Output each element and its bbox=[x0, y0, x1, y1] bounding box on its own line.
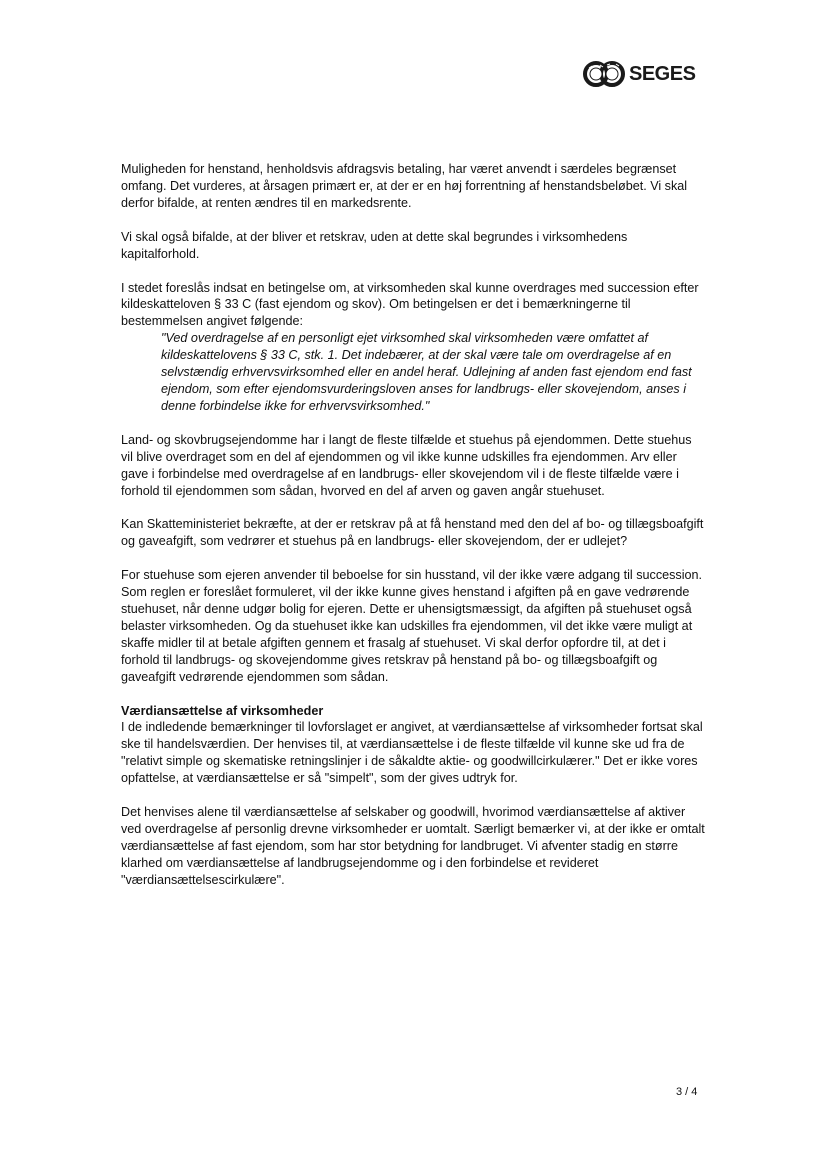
quote: "Ved overdragelse af en personligt ejet virksomhed skal virksomheden være omfattet af kildeskattelovens § 33 C, stk. 1. Det indebærer, at der skal være tale om overdragelse af en selvstændig erhvervsvirksomhed eller en andel heraf. Udlejning af anden fast ejendom end fast ejendom, som efter ejendomsvurderingsloven anses for landbrugs- eller skovejendom, anses i denne forbindelse ikke for erhvervsvirksomhed." bbox=[161, 331, 692, 413]
paragraph: Land- og skovbrugsejendomme har i langt de fleste tilfælde et stuehus på ejendommen. Dette stuehus vil blive overdraget som en del af ejendommen og vil ikke kunne udskilles fra ejendommen. Arv eller gave i forbindelse med overdragelse af en landbrugs- eller skovejendom vil i de fleste tilfælde være i forhold til ejendommen som sådan, hvorved en del af arven og gaven angår stuehuset. bbox=[121, 432, 692, 498]
paragraph: For stuehuse som ejeren anvender til beboelse for sin husstand, vil der ikke være adgang til succession. Som reglen er foreslået formuleret, vil der ikke kunne gives henstand i afgiften på en gave vedrørende stuehuset, når denne udgør bolig for ejeren. Dette er uhensigtsmæssigt, da afgiften på stuehuset også belaster virksomheden. Og da stuehuset ikke kan udskilles fra ejendommen, vil det ikke være muligt at skaffe midler til at betale afgiften gennem et frasalg af stuehuset. Vi skal derfor opfordre til, at det i forhold til landbrugs- og skovejendomme gives retskrav på henstand på bo- og tillægsboafgift og gaveafgift vedrørende ejendommen som sådan. bbox=[121, 568, 703, 684]
paragraph: Muligheden for henstand, henholdsvis afdragsvis betaling, har været anvendt i særdeles begrænset omfang. Det vurderes, at årsagen primært er, at der er en høj forrentning af henstandsbeløbet. Vi skal derfor bifalde, at renten ændres til en markedsrente. bbox=[121, 162, 688, 210]
logo-text: SEGES bbox=[629, 62, 696, 85]
seges-logo bbox=[583, 60, 695, 88]
paragraph: I de indledende bemærkninger til lovforslaget er angivet, at værdiansættelse af virksomheder fortsat skal ske til handelsværdien. Der henvises til, at værdiansættelse i de fleste tilfælde vil kunne ske ud fra de "relativt simple og skematiske retningslinjer i de såkaldte aktie- og goodwillcirkulærer." Det er ikke vores opfattelse, at værdiansættelse er så "simpelt", som der gives udtryk for. bbox=[121, 720, 703, 786]
section-heading: Værdiansættelse af virksomheder bbox=[121, 703, 324, 718]
page-number: 3 / 4 bbox=[676, 1086, 698, 1098]
seges-logo-icon bbox=[583, 60, 627, 88]
document-body bbox=[121, 161, 705, 906]
paragraph: Kan Skatteministeriet bekræfte, at der er retskrav på at få henstand med den del af bo- og tillægsboafgift og gaveafgift, som vedrører et stuehus på en landbrugs- eller skovejendom, der er udlejet? bbox=[121, 517, 704, 549]
paragraph: Vi skal også bifalde, at der bliver et retskrav, uden at dette skal begrundes i virksomhedens kapitalforhold. bbox=[121, 229, 628, 261]
paragraph: I stedet foreslås indsat en betingelse om, at virksomheden skal kunne overdrages med succession efter kildeskatteloven § 33 C (fast ejendom og skov). Om betingelsen er det i bemærkningerne til bestemmelsen angivet følgende: bbox=[121, 280, 699, 329]
paragraph: Det henvises alene til værdiansættelse af selskaber og goodwill, hvorimod værdiansættelse af aktiver ved overdragelse af personlig drevne virksomheder er uomtalt. Særligt bemærker vi, at der ikke er omtalt værdiansættelse af fast ejendom, som har stor betydning for landbruget. Vi afventer stadig en større klarhed om værdiansættelse af landbrugsejendomme og i den forbindelse et revideret "værdiansættelsescirkulære". bbox=[121, 805, 705, 887]
paragraph-with-quote bbox=[121, 280, 705, 415]
